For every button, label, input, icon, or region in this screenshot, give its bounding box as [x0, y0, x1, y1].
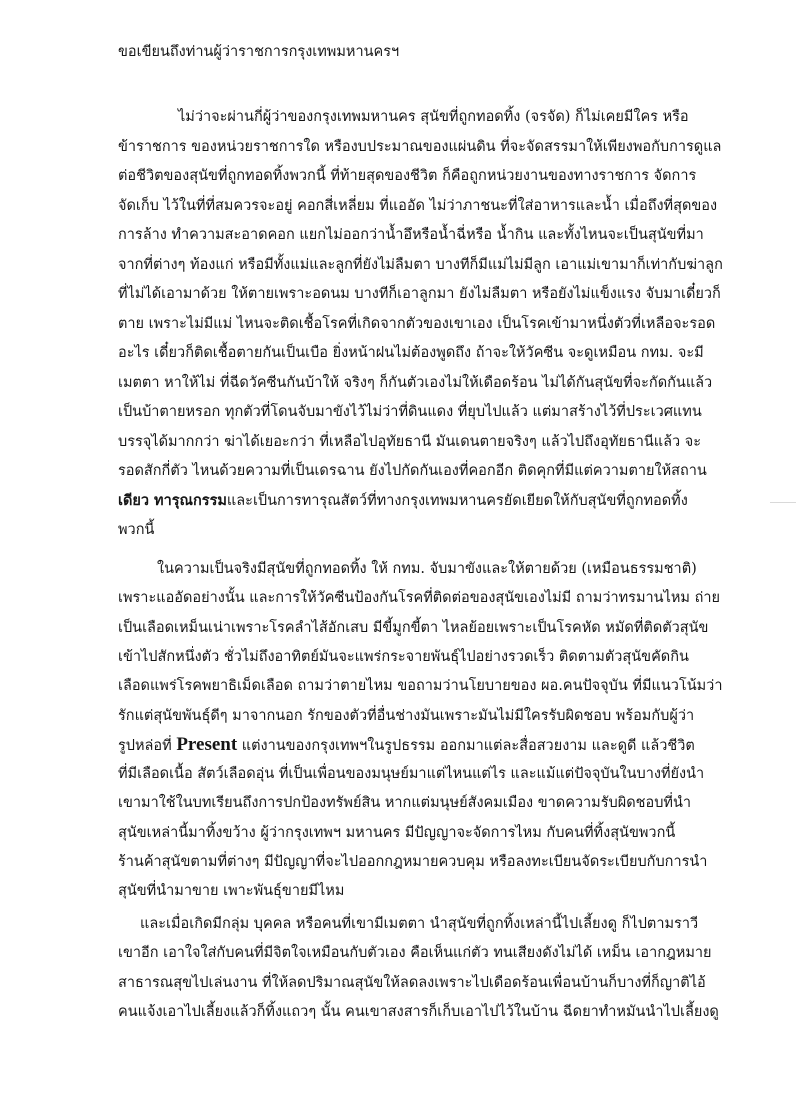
- text-line: และเมื่อเกิดมีกลุ่ม บุคคล หรือคนที่เขามีเมตตา นำสุนัขที่ถูกทิ้งเหล่านี้ไปเลี้ยงดู ก็ไปตามราวี: [140, 916, 699, 932]
- text-line: เข้าไปสักหนึ่งตัว ชั่วไม่ถึงอาทิตย์มันจะแพร่กระจายพันธุ์ไปอย่างรวดเร็ว ติดตามตัวสุนัขคัดกิน: [118, 648, 689, 665]
- text-line: ร้านค้าสุนัขตามที่ต่างๆ มีปัญญาที่จะไปออกกฎหมายควบคุม หรือลงทะเบียนจัดระเบียบกับการนำ: [118, 854, 708, 870]
- text-line: ที่ไม่ได้เอามาด้วย ให้ตายเพราะอดนม บางทีก็เอาลูกมา ยังไม่ลืมตา หรือยังไม่แข็งแรง จับมาเดี๋ยวก็: [118, 286, 721, 302]
- text-line: เมตตา หาให้ไม่ ที่ฉีดวัคซีนกันบ้าให้ จริงๆ ก็กันตัวเองไม่ให้เดือดร้อน ไม่ได้กันสุนัขที่จะกัดกันแล้ว: [118, 374, 713, 391]
- text-line: อะไร เดี๋ยวก็ติดเชื้อตายกันเป็นเบือ ยิ่งหน้าฝนไม่ต้องพูดถึง ถ้าจะให้วัคซีน จะดูเหมือน กทม. จะมี: [118, 345, 704, 361]
- text-line: รักแต่สุนัขพันธุ์ดีๆ มาจากนอก รักของตัวที่อื่นช่างมันเพราะมันไม่มีใครรับผิดชอบ พร้อมกับผู้ว่า: [118, 707, 695, 724]
- text-segment: และเป็นการทารุณสัตว์ที่ทางกรุงเทพมหานครยัดเยียดให้กับสุนัขที่ถูกทอดทิ้ง: [226, 492, 688, 509]
- text-line: เขาอีก เอาใจใส่กับคนที่มีจิตใจเหมือนกับตัวเอง คือเห็นแก่ตัว ทนเสียงดังไม่ได้ เหม็น เอากฎหมาย: [118, 945, 712, 962]
- text-segment: รูปหล่อที่: [118, 737, 177, 754]
- text-line: เป็นบ้าตายหรอก ทุกตัวที่โดนจับมาขังไว้ไม่ว่าที่ดินแดง ที่ยุบไปแล้ว แต่มาสร้างไว้ที่ประเวศแทน: [118, 404, 702, 420]
- text-line: คนแจ้งเอาไปเลี้ยงแล้วก็ทิ้งแถวๆ นั้น คนเขาสงสารก็เก็บเอาไปไว้ในบ้าน ฉีดยาทำหมันนำไปเลี้ยงดู: [118, 1003, 719, 1020]
- text-line: เขามาใช้ในบทเรียนถึงการปกป้องทรัพย์สิน หากแต่มนุษย์สังคมเมือง ขาดความรับผิดชอบที่นำ: [118, 795, 692, 812]
- text-line: [118, 735, 695, 756]
- text-line: สุนัขเหล่านี้มาทิ้งขว้าง ผู้ว่ากรุงเทพฯ มหานคร มีปัญญาจะจัดการไหม กับคนที่ทิ้งสุนัขพวกนี้: [118, 824, 676, 841]
- text-line: ไม่ว่าจะผ่านกี่ผู้ว่าของกรุงเทพมหานคร สุนัขที่ถูกทอดทิ้ง (จรจัด) ก็ไม่เคยมีใคร หรือ: [178, 109, 689, 125]
- emphasis-text: เดียว ทารุณกรรม: [118, 491, 227, 509]
- scan-edge-mark: [770, 502, 796, 503]
- text-line: สุนัขที่นำมาขาย เพาะพันธุ์ขายมีไหม: [118, 883, 345, 900]
- text-line: บรรจุได้มากกว่า ฆ่าได้เยอะกว่า ที่เหลือไปอุทัยธานี มันเดนตายจริงๆ แล้วไปถึงอุทัยธานีแล้ว จะ: [118, 433, 702, 450]
- text-segment: แต่งานของกรุงเทพฯในรูปธรรม ออกมาแต่ละสื่อสวยงาม และดูดี แล้วชีวิต: [237, 737, 695, 754]
- text-line: รอดสักกี่ตัว ไหนด้วยความที่เป็นเดรฉาน ยังไปกัดกันเองที่คอกอีก ติดคุกที่มีแต่ความตายให้สถาน: [118, 463, 707, 479]
- text-line: ที่มีเลือดเนื้อ สัตว์เลือดอุ่น ที่เป็นเพื่อนของมนุษย์มาแต่ไหนแต่ไร และแม้แต่ปัจจุบันในบางที่ยังนำ: [118, 766, 705, 783]
- text-line: ในความเป็นจริงมีสุนัขที่ถูกทอดทิ้ง ให้ กทม. จับมาขังและให้ตายด้วย (เหมือนธรรมชาติ): [157, 561, 697, 577]
- text-line: การล้าง ทำความสะอาดคอก แยกไม่ออกว่าน้ำอึหรือน้ำฉี่หรือ น้ำกิน และทั้งไหนจะเป็นสุนัขที่มา: [118, 227, 704, 243]
- text-line: พวกนี้: [118, 522, 155, 538]
- text-line: เลือดแพร่โรคพยาธิเม็ดเลือด ถามว่าตายไหม ขอถามว่านโยบายของ ผอ.คนปัจจุบัน ที่มีแนวโน้มว่า: [118, 678, 723, 695]
- text-line: สาธารณสุขไปเล่นงาน ที่ให้ลดปริมาณสุนัขให้ลดลงเพราะไปเดือดร้อนเพื่อนบ้านก็บางที่ก็ญาติไอ้: [118, 974, 706, 991]
- text-line: [118, 491, 688, 511]
- text-line: จัดเก็บ ไว้ในที่ที่สมควรจะอยู่ คอกสี่เหลี่ยม ที่แออัด ไม่ว่าภาชนะที่ใส่อาหารและน้ำ เมื่อถึงที่สุดของ: [118, 197, 718, 214]
- text-line: เพราะแออัดอย่างนั้น และการให้วัคซีนป้องกันโรคที่ติดต่อของสุนัขเองไม่มี ถามว่าทรมานไหม ถ่าย: [118, 590, 721, 607]
- letter-heading: ขอเขียนถึงท่านผู้ว่าราชการกรุงเทพมหานครฯ: [118, 44, 400, 60]
- text-line: จากที่ต่างๆ ท้องแก่ หรือมีทั้งแม่และลูกที่ยังไม่ลืมตา บางทีก็มีแม่ไม่มีลูก เอาแม่เขามาก็เท่ากับฆ่าลูก: [118, 256, 723, 273]
- text-line: ข้าราชการ ของหน่วยราชการใด หรืองบประมาณของแผ่นดิน ที่จะจัดสรรมาให้เพียงพอกับการดูแล: [118, 138, 722, 155]
- text-line: ตาย เพราะไม่มีแม่ ไหนจะติดเชื้อโรคที่เกิดจากตัวของเขาเอง เป็นโรคเข้ามาหนึ่งตัวที่เหลือจะรอด: [118, 315, 716, 332]
- text-line: ต่อชีวิตของสุนัขที่ถูกทอดทิ้งพวกนี้ ที่ท้ายสุดของชีวิต ก็คือถูกหน่วยงานของทางราชการ จัดการ: [118, 168, 697, 184]
- text-line: เป็นเลือดเหม็นเน่าเพราะโรคลำไส้อักเสบ มีขี้มูกขี้ตา ไหลย้อยเพราะเป็นโรคหัด หมัดที่ติดตัวสุนัข: [118, 619, 709, 636]
- emphasis-word: Present: [176, 733, 238, 755]
